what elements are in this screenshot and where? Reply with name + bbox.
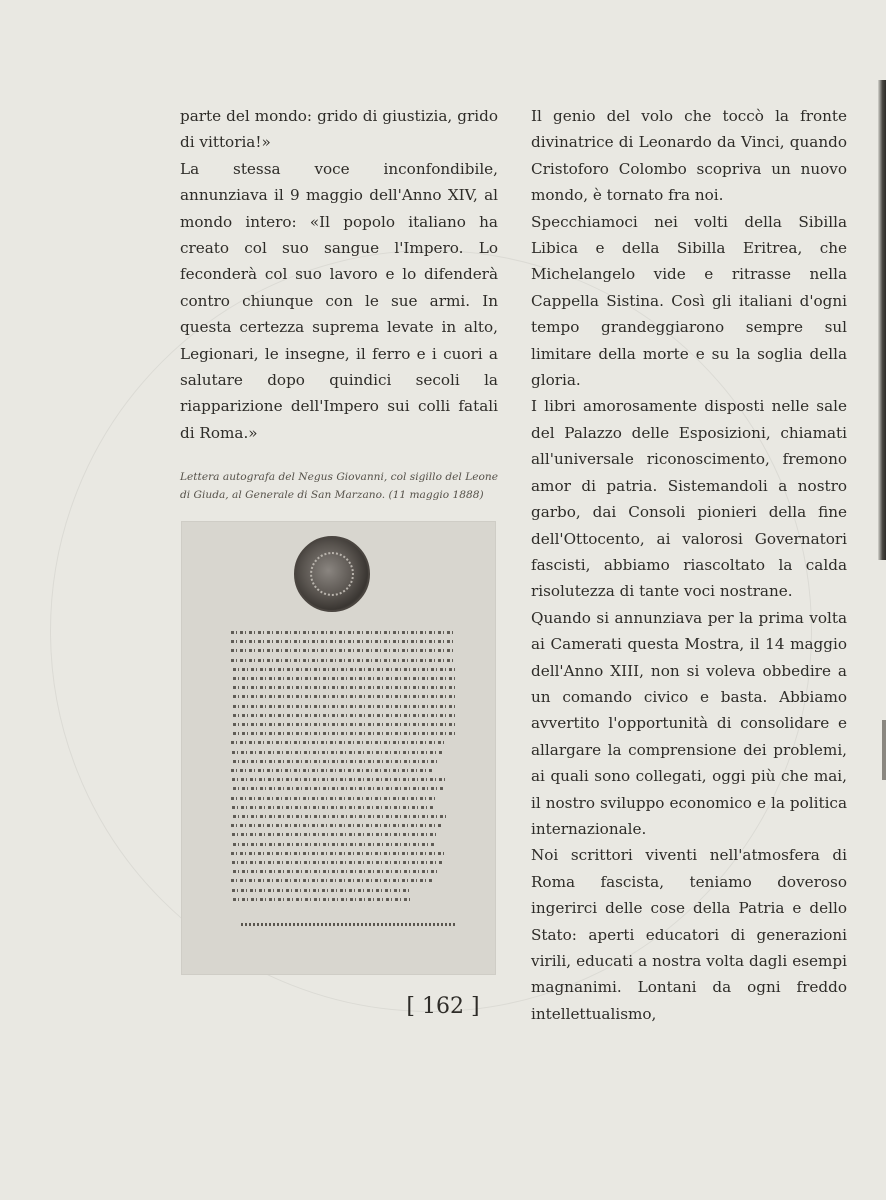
letter-script-line (231, 649, 456, 652)
letter-script-line (231, 631, 456, 634)
letter-script-line (233, 870, 440, 873)
letter-script-line (232, 778, 447, 781)
page-edge-shadow-lower (882, 720, 886, 780)
letter-script-line (233, 732, 458, 735)
letter-script-line (233, 668, 458, 671)
right-paragraph-4: Quando si annunziava per la prima volta ai Camerati questa Mostra, il 14 maggio dell'Anno XIII, non si voleva obbedire a un comando civico e basta. Abbiamo avvertito l'opportunità di consolidare e allargare la comprensione dei problemi, ai quali sono collegati, oggi più che mai, il nostro sviluppo economico e la politica internazionale. (531, 608, 847, 838)
letter-script-line (231, 640, 456, 643)
letter-script-line (233, 760, 440, 763)
letter-script-line (232, 806, 435, 809)
right-paragraph-1: Il genio del volo che toccò la fronte divinatrice di Leonardo da Vinci, quando Cristoforo Colombo scopriva un nuovo mondo, è tornato fra noi. (531, 107, 847, 205)
letter-script-line (233, 686, 458, 689)
letter-script-line (233, 677, 458, 680)
letter-script-line (231, 852, 446, 855)
right-paragraph-3: I libri amorosamente disposti nelle sale del Palazzo delle Esposizioni, chiamati all'universale riconoscimento, fremono amor di patria. Sistemandoli a nostro garbo, dai Consoli pionieri della fine dell'Ottocento, ai valorosi Governatori fascisti, abbiamo riascoltato la calda risolutezza di tante voci nostrane. (531, 397, 847, 601)
page-number: [ 162 ] (406, 994, 480, 1019)
letter-script-line (232, 833, 439, 836)
letter-script-line (232, 861, 443, 864)
letter-script-line (233, 787, 444, 790)
right-paragraph-2: Specchiamoci nei volti della Sibilla Libica e della Sibilla Eritrea, che Michelangelo vide e ritrasse nella Cappella Sistina. Così gli italiani d'ogni tempo grandeggiarono sempre sul limitare della morte e su la soglia della gloria. (531, 212, 847, 390)
letter-script-line (231, 824, 442, 827)
letter-script-line (232, 889, 412, 892)
letter-script-line (233, 714, 458, 717)
letter-footnote-script (241, 923, 456, 926)
letter-script-line (233, 705, 458, 708)
letter-script-line (233, 723, 458, 726)
letter-script-line (233, 843, 436, 846)
letter-script-line (231, 797, 438, 800)
figure-caption: Lettera autografa del Negus Giovanni, col sigillo del Leone di Giuda, al Generale di San Marzano. (11 maggio 1888) (180, 471, 498, 501)
right-paragraph-5: Noi scrittori viventi nell'atmosfera di Roma fascista, teniamo doveroso ingerirci delle cose della Patria e dello Stato: aperti educatori di generazioni virili, educati a nostra volta dagli esempi magnanimi. Lontani da ogni freddo intellettualismo, (531, 846, 847, 1023)
letter-script-line (231, 741, 446, 744)
seal-inner-ring (310, 552, 354, 596)
letter-script-line (232, 751, 443, 754)
page-edge-shadow (878, 80, 886, 560)
letter-script-line (231, 879, 434, 882)
letter-script-line (231, 769, 434, 772)
lion-of-judah-seal (294, 536, 370, 612)
letter-script-line (233, 695, 458, 698)
left-text-column (180, 103, 498, 446)
letter-script-line (231, 659, 456, 662)
left-paragraph-1: parte del mondo: grido di giustizia, grido di vittoria!» (180, 107, 498, 152)
letter-script-line (233, 898, 413, 901)
right-text-column (531, 103, 847, 1027)
left-paragraph-2: La stessa voce inconfondibile, annunziava il 9 maggio dell'Anno XIV, al mondo intero: «Il popolo italiano ha creato col suo sangue l'Impero. Lo feconderà col suo lavoro e lo difenderà contro chiunque con le sue armi. In questa certezza suprema levate in alto, Legionari, le insegne, il ferro e i cuori a salutare dopo quindici secoli la riapparizione dell'Impero sui colli fatali di Roma.» (180, 159, 498, 442)
letter-script-line (233, 815, 448, 818)
letter-photograph (181, 521, 496, 975)
